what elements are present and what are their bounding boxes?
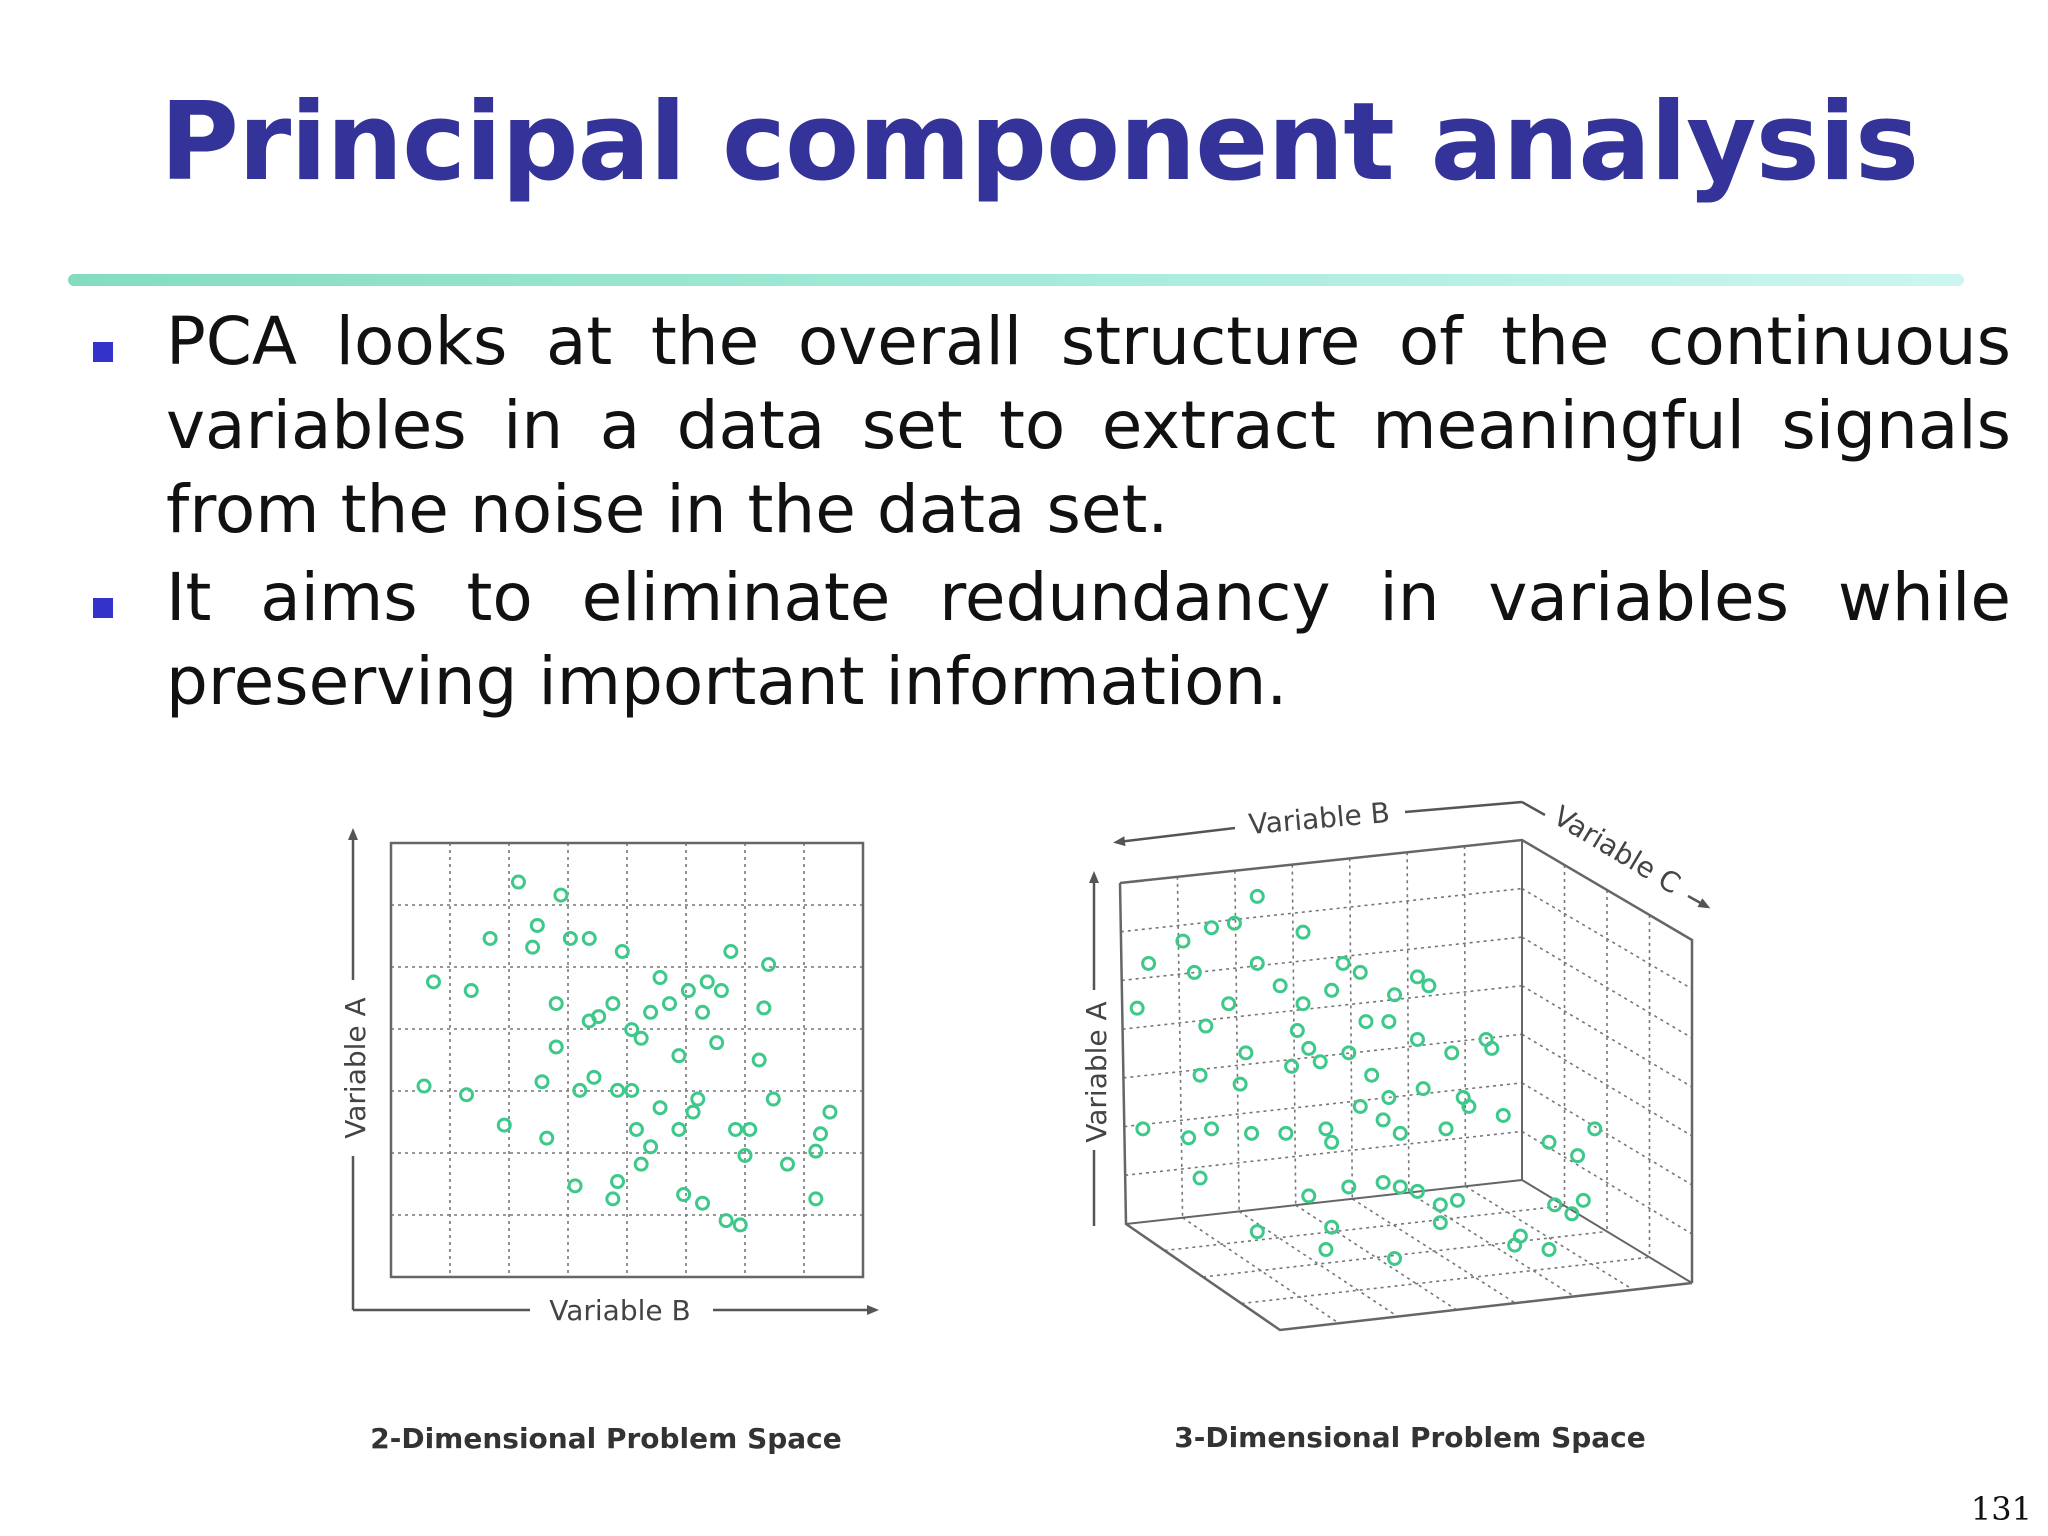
data-point-3d <box>1251 1226 1263 1238</box>
data-point-2d <box>763 959 775 971</box>
data-point-3d <box>1320 1244 1332 1256</box>
data-point-2d <box>781 1158 793 1170</box>
data-point-2d <box>663 998 675 1010</box>
data-point-3d <box>1303 1042 1315 1054</box>
data-point-3d <box>1589 1123 1601 1135</box>
grid-line-back-vertical <box>1177 877 1182 1218</box>
data-point-2d <box>753 1054 765 1066</box>
data-point-3d <box>1377 1176 1389 1188</box>
data-point-3d <box>1572 1150 1584 1162</box>
data-point-2d <box>588 1071 600 1083</box>
data-point-3d <box>1280 1127 1292 1139</box>
x-axis-label-3d: Variable B <box>1247 795 1392 842</box>
data-point-3d <box>1183 1132 1195 1144</box>
data-point-3d <box>1423 980 1435 992</box>
data-point-2d <box>418 1080 430 1092</box>
data-point-2d <box>824 1106 836 1118</box>
bullet-text: It aims to eliminate redundancy in variables while preserving important information. <box>166 559 2011 720</box>
data-point-3d <box>1297 926 1309 938</box>
data-point-3d <box>1291 1025 1303 1037</box>
data-point-2d <box>645 1006 657 1018</box>
data-point-3d <box>1389 1252 1401 1264</box>
bullet-text: PCA looks at the overall structure of the continuous variables in a data set to extract meaningful signals from the noise in the data set. <box>166 303 2011 548</box>
slide-title: Principal component analysis <box>159 80 1919 205</box>
data-point-3d <box>1417 1083 1429 1095</box>
data-point-2d <box>673 1123 685 1135</box>
data-point-3d <box>1383 1016 1395 1028</box>
data-point-3d <box>1337 957 1349 969</box>
data-point-2d <box>734 1219 746 1231</box>
data-point-2d <box>810 1193 822 1205</box>
data-point-2d <box>673 1050 685 1062</box>
data-point-3d <box>1343 1181 1355 1193</box>
grid-line-side-horizontal <box>1522 937 1692 1038</box>
data-point-2d <box>701 976 713 988</box>
data-point-3d <box>1223 998 1235 1010</box>
box-back-floor-right <box>1522 1180 1692 1283</box>
data-point-3d <box>1320 1123 1332 1135</box>
data-point-3d <box>1543 1136 1555 1148</box>
data-point-2d <box>484 932 496 944</box>
data-point-3d <box>1206 922 1218 934</box>
grid-line-back-horizontal <box>1121 889 1522 932</box>
data-point-2d <box>564 932 576 944</box>
grid-3d <box>1121 846 1692 1323</box>
grid-2d <box>391 843 863 1277</box>
data-point-3d <box>1394 1181 1406 1193</box>
data-point-3d <box>1234 1078 1246 1090</box>
data-point-3d <box>1411 971 1423 983</box>
data-point-2d <box>531 919 543 931</box>
data-point-2d <box>607 1193 619 1205</box>
figure-caption-3d: 3-Dimensional Problem Space <box>1174 1421 1646 1454</box>
data-point-3d <box>1446 1047 1458 1059</box>
data-point-2d <box>461 1089 473 1101</box>
data-point-2d <box>730 1123 742 1135</box>
data-point-3d <box>1286 1060 1298 1072</box>
data-point-3d <box>1200 1020 1212 1032</box>
data-point-3d <box>1377 1114 1389 1126</box>
grid-line-floor-width <box>1242 1257 1650 1303</box>
data-point-2d <box>697 1197 709 1209</box>
grid-line-back-horizontal <box>1122 937 1522 980</box>
data-point-3d <box>1326 984 1338 996</box>
z-axis-arrow <box>1688 896 1706 906</box>
data-point-2d <box>810 1145 822 1157</box>
data-point-2d <box>465 985 477 997</box>
data-point-2d <box>635 1032 647 1044</box>
data-point-2d <box>536 1076 548 1088</box>
x-axis-arrow-3d <box>1118 828 1235 842</box>
page-number: 131 <box>1970 1490 2032 1528</box>
data-point-2d <box>550 1041 562 1053</box>
data-point-2d <box>815 1128 827 1140</box>
data-point-2d <box>758 1002 770 1014</box>
y-axis-label: Variable A <box>339 997 372 1139</box>
grid-line-side-horizontal <box>1522 1034 1692 1136</box>
data-point-3d <box>1451 1194 1463 1206</box>
data-point-3d <box>1354 1101 1366 1113</box>
grid-line-back-vertical <box>1235 871 1239 1212</box>
data-point-2d <box>725 946 737 958</box>
data-point-3d <box>1434 1199 1446 1211</box>
data-point-2d <box>569 1180 581 1192</box>
z-axis-line-start <box>1522 802 1545 815</box>
data-point-3d <box>1297 998 1309 1010</box>
data-point-2d <box>697 1006 709 1018</box>
data-point-2d <box>583 932 595 944</box>
data-point-3d <box>1240 1047 1252 1059</box>
data-point-2d <box>715 985 727 997</box>
data-point-3d <box>1354 966 1366 978</box>
data-point-3d <box>1314 1056 1326 1068</box>
data-point-3d <box>1246 1127 1258 1139</box>
data-point-2d <box>711 1037 723 1049</box>
data-point-3d <box>1206 1123 1218 1135</box>
data-point-3d <box>1577 1194 1589 1206</box>
data-point-2d <box>720 1215 732 1227</box>
y-axis-label-3d: Variable A <box>1080 1001 1113 1143</box>
scatter-2d-figure <box>339 833 874 1455</box>
data-point-3d <box>1394 1127 1406 1139</box>
data-point-2d <box>678 1189 690 1201</box>
data-point-3d <box>1360 1016 1372 1028</box>
grid-line-back-vertical <box>1350 858 1353 1198</box>
data-point-2d <box>427 976 439 988</box>
data-point-2d <box>555 889 567 901</box>
data-point-2d <box>541 1132 553 1144</box>
data-point-2d <box>550 998 562 1010</box>
data-point-3d <box>1274 980 1286 992</box>
data-point-3d <box>1411 1033 1423 1045</box>
data-point-3d <box>1366 1069 1378 1081</box>
data-point-3d <box>1326 1136 1338 1148</box>
data-point-3d <box>1440 1123 1452 1135</box>
data-point-2d <box>527 941 539 953</box>
data-point-2d <box>607 998 619 1010</box>
data-point-2d <box>630 1123 642 1135</box>
data-point-2d <box>744 1123 756 1135</box>
data-point-2d <box>616 946 628 958</box>
scatter-3d-figure <box>1080 796 1706 1454</box>
data-point-3d <box>1543 1244 1555 1256</box>
data-point-3d <box>1143 957 1155 969</box>
grid-line-side-horizontal <box>1522 889 1692 989</box>
data-point-2d <box>687 1106 699 1118</box>
data-point-3d <box>1303 1190 1315 1202</box>
data-point-2d <box>635 1158 647 1170</box>
data-point-3d <box>1194 1069 1206 1081</box>
data-point-2d <box>767 1093 779 1105</box>
grid-line-back-vertical <box>1407 852 1409 1192</box>
x-axis-label: Variable B <box>549 1294 691 1327</box>
data-point-3d <box>1137 1123 1149 1135</box>
x-axis-line-right-3d <box>1405 802 1522 812</box>
data-point-2d <box>692 1093 704 1105</box>
data-point-2d <box>612 1176 624 1188</box>
data-point-2d <box>654 972 666 984</box>
grid-line-side-horizontal <box>1522 986 1692 1087</box>
grid-line-side-horizontal <box>1522 1083 1692 1185</box>
data-point-3d <box>1131 1002 1143 1014</box>
data-point-2d <box>682 985 694 997</box>
z-axis-label: Variable C <box>1547 799 1687 901</box>
grid-line-back-vertical <box>1465 846 1466 1186</box>
figure-caption-2d: 2-Dimensional Problem Space <box>370 1422 842 1455</box>
data-point-2d <box>645 1141 657 1153</box>
data-point-3d <box>1434 1217 1446 1229</box>
data-point-3d <box>1251 957 1263 969</box>
data-point-2d <box>512 876 524 888</box>
grid-line-back-horizontal <box>1125 1131 1522 1175</box>
data-point-2d <box>654 1102 666 1114</box>
data-point-3d <box>1194 1172 1206 1184</box>
data-point-3d <box>1497 1109 1509 1121</box>
grid-line-back-horizontal <box>1123 986 1522 1029</box>
data-point-3d <box>1251 890 1263 902</box>
